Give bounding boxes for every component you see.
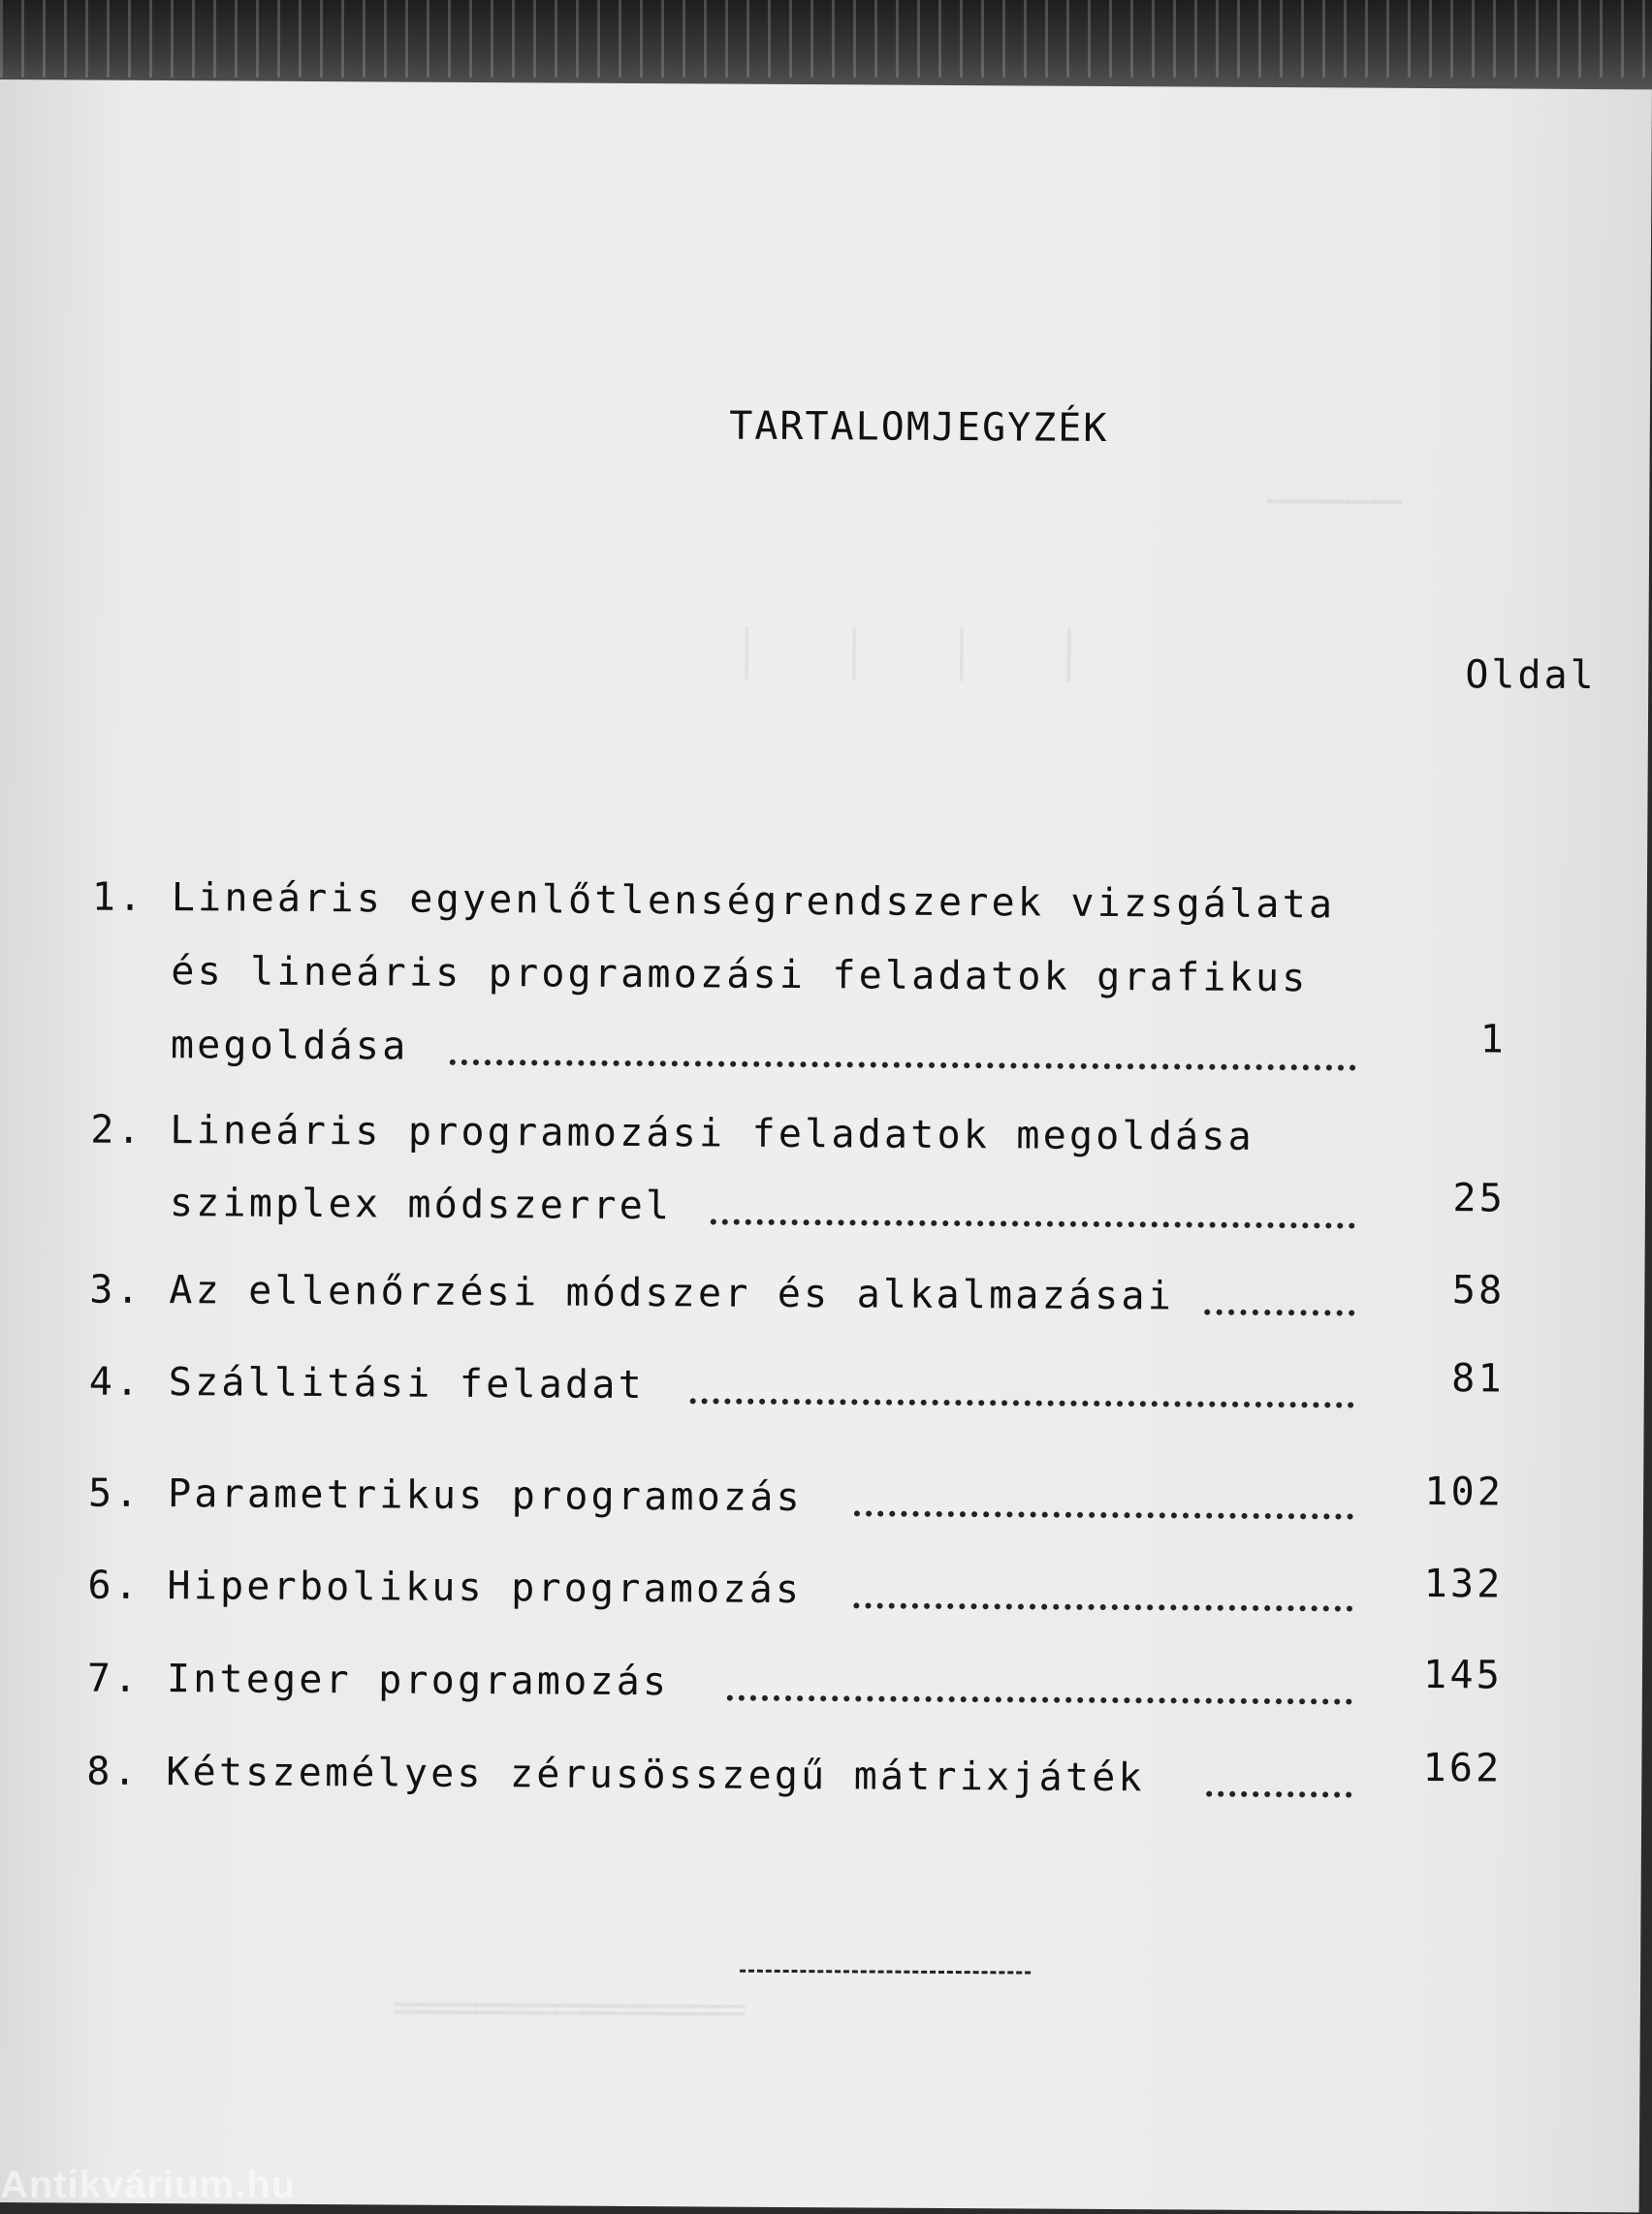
toc-entry-title-line: Lineáris programozási feladatok megoldása [170, 1108, 1255, 1159]
dot-leader [727, 1668, 1352, 1705]
toc-entry-number: 4. [88, 1359, 143, 1405]
dot-leader [853, 1575, 1352, 1611]
toc-entry-page-number: 25 [1452, 1176, 1507, 1221]
dot-leader [711, 1191, 1355, 1228]
toc-entry-number: 7. [86, 1656, 141, 1701]
dot-leader [690, 1371, 1354, 1407]
toc-entry-number: 3. [89, 1267, 143, 1313]
toc-entry-page-number: 145 [1422, 1652, 1504, 1698]
show-through-text: ═════════════ [395, 1981, 746, 2037]
toc-entry-title-line: Szállitási feladat [168, 1360, 646, 1408]
page-title: TARTALOMJEGYZÉK [729, 403, 1109, 451]
toc-entry-number: 8. [86, 1749, 141, 1794]
toc-entry-title-line: szimplex módszerrel [169, 1181, 673, 1229]
toc-entry-title-line: megoldása [170, 1023, 409, 1069]
dot-leader [1206, 1764, 1351, 1798]
dot-leader [450, 1032, 1356, 1071]
toc-entry-number: 2. [90, 1107, 144, 1153]
toc-entry-page-number: 102 [1424, 1470, 1505, 1515]
toc-entry-page-number: 162 [1422, 1745, 1503, 1791]
book-top-edge [0, 0, 1652, 92]
book-page [0, 79, 1652, 2212]
show-through-text: │ │ │ │ [733, 626, 1083, 681]
toc-entry-number: 1. [91, 874, 145, 920]
toc-entry-page-number: 81 [1451, 1356, 1505, 1402]
toc-entry-title-line: Az ellenőrzési módszer és alkalmazásai [169, 1268, 1175, 1319]
toc-entry-title-line: Hiperbolikus programozás [167, 1564, 803, 1613]
toc-entry-title-line: Lineáris egyenlőtlenségrendszerek vizsgálata [171, 875, 1336, 928]
page-column-header: Oldal [1465, 652, 1597, 699]
page-edge-texture [0, 0, 1652, 78]
toc-entry-title-line: és lineáris programozási feladatok grafikus [171, 949, 1309, 1001]
toc-entry-title-line: Integer programozás [166, 1657, 670, 1705]
toc-entry-page-number: 132 [1423, 1562, 1504, 1607]
dot-leader [854, 1483, 1353, 1519]
toc-entry-page-number: 58 [1451, 1268, 1506, 1313]
watermark: Antikvárium.hu [0, 2164, 297, 2206]
toc-entry-number: 5. [87, 1471, 142, 1516]
toc-entry-number: 6. [87, 1563, 142, 1608]
dot-leader [1204, 1282, 1354, 1316]
show-through-text: ───── [1267, 474, 1403, 528]
separator-line [740, 1970, 1031, 1975]
toc-entry-page-number: 1 [1479, 1017, 1508, 1062]
toc-entry-title-line: Kétszemélyes zérusösszegű mátrixjáték [166, 1750, 1145, 1801]
toc-entry-title-line: Parametrikus programozás [167, 1471, 803, 1521]
